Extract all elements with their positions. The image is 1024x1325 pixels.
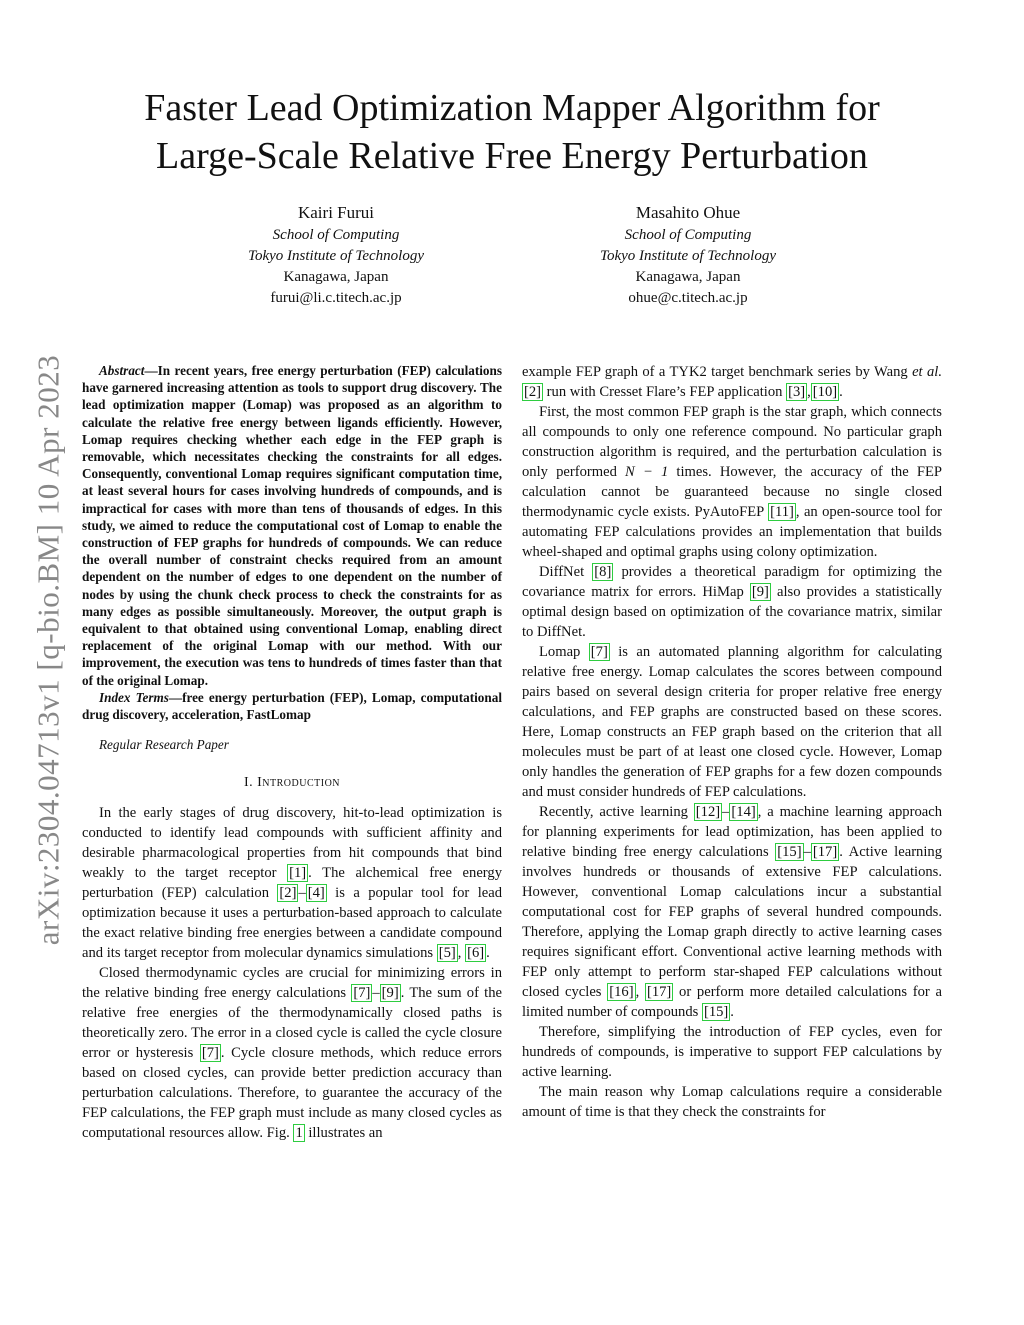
text-run: –: [298, 885, 306, 902]
text-run: Lomap: [539, 644, 589, 660]
text-run: –: [372, 985, 380, 1002]
figure-reference-link[interactable]: 1: [295, 1125, 303, 1142]
citation-link[interactable]: [4]: [307, 885, 325, 902]
section-heading-introduction: I. Introduction: [243, 775, 341, 791]
intro-paragraph-2: [82, 963, 502, 1143]
text-run: First, the most common FEP graph is the star graph, which connects all compounds to only one reference compound. No particular graph construction algorithm is required, and the perturbation calculation is only performed: [522, 404, 942, 480]
abstract: [82, 362, 502, 689]
author-name: Kairi Furui: [297, 203, 375, 222]
paper-type-label: Regular Research Paper: [99, 737, 229, 753]
citation-link[interactable]: [3]: [788, 384, 806, 400]
author-email[interactable]: furui@li.c.titech.ac.jp: [270, 290, 402, 306]
intro-paragraph-9: The main reason why Lomap calculations require a considerable amount of time is that they check the constraints for: [522, 1084, 942, 1120]
left-column: [82, 362, 502, 1143]
text-run: is an automated planning algorithm for calculating relative free energy. Lomap calculates the scores between compound pairs based on several design criteria for proper relative free energy calculations, and FEP graphs are constructed based on these scores. Here, Lomap constructs an FEP graph based on the criterion that all molecules must be part of at least one closed cycle. However, Lomap only handles the generation of FEP graphs for a few dozen compounds and must consider hundreds of FEP calculations.: [522, 644, 942, 800]
title-line-2: Large-Scale Relative Free Energy Perturbation: [156, 135, 868, 177]
paper-title: [60, 84, 964, 180]
text-run: , an open-source tool for automating FEP calculations provides an implementation that builds wheel-shaped and optimal graphs using colony optimization.: [522, 504, 942, 560]
index-terms: [82, 689, 502, 723]
author-block-2: [538, 202, 838, 309]
citation-link[interactable]: [7]: [590, 644, 608, 660]
text-run: also provides a statistically optimal design based on optimization of the covariance matrix, similar to DiffNet.: [522, 584, 942, 640]
author-institution: Tokyo Institute of Technology: [600, 248, 776, 264]
intro-paragraph-7: [522, 802, 942, 1022]
citation-link[interactable]: [14]: [731, 804, 756, 820]
text-run: . Cycle closure methods, which reduce errors based on closed cycles, can provide better prediction accuracy than perturbation calculations. Therefore, to guarantee the accuracy of the FEP calculations, the FEP graph must include as many closed cycles as computational resources allow. Fig.: [82, 1045, 502, 1142]
text-run: illustrates an: [304, 1125, 383, 1142]
text-run: –: [722, 804, 730, 820]
citation-link[interactable]: [12]: [695, 804, 721, 820]
citation-link[interactable]: [9]: [381, 985, 399, 1002]
citation-link[interactable]: [8]: [594, 564, 612, 580]
intro-paragraph-8: Therefore, simplifying the introduction of FEP cycles, even for hundreds of compounds, is imperative to support FEP calculations by active learning.: [522, 1024, 942, 1080]
text-run: .: [730, 1004, 734, 1020]
text-run: In the early stages of drug discovery, hit-to-lead optimization is conducted to identify lead compounds with sufficient affinity and desirable pharmacological properties from hit compounds that bind weakly to the target receptor: [82, 805, 502, 882]
citation-link[interactable]: [15]: [777, 844, 802, 860]
text-run: DiffNet: [539, 564, 593, 580]
citation-link[interactable]: [2]: [279, 885, 297, 902]
citation-link[interactable]: [10]: [812, 384, 838, 400]
author-department: School of Computing: [272, 227, 400, 243]
text-run: . The alchemical free energy perturbation (FEP) calculation: [82, 865, 503, 902]
index-terms-label: Index Terms: [99, 689, 169, 705]
text-run: .: [839, 384, 843, 400]
text-run: .: [486, 945, 490, 962]
text-run: example FEP graph of a TYK2 target benchmark series by Wang: [522, 364, 913, 380]
citation-link[interactable]: [17]: [646, 984, 672, 1000]
arxiv-identifier[interactable]: arXiv:2304.04713v1 [q-bio.BM] 10 Apr 2023: [30, 354, 65, 946]
text-run: et al.: [912, 364, 942, 380]
citation-link[interactable]: [2]: [524, 384, 542, 400]
text-run: ,: [457, 945, 466, 962]
text-run: ,: [807, 384, 811, 400]
intro-paragraph-5: [522, 562, 942, 642]
text-run: is a popular tool for lead optimization because it uses a perturbation-based approach to calculate the exact relative binding free energies between a candidate compound and its target receptor from molecular dynamics simulations: [82, 885, 502, 962]
citation-link[interactable]: [1]: [289, 865, 307, 882]
citation-link[interactable]: [5]: [438, 945, 456, 962]
citation-link[interactable]: [15]: [703, 1004, 729, 1020]
arxiv-side-stamp: [28, 320, 68, 980]
right-column: [522, 362, 942, 1122]
index-terms-body: —free energy perturbation (FEP), Lomap, computational drug discovery, acceleration, FastLomap: [82, 689, 502, 723]
citation-link[interactable]: [6]: [467, 945, 485, 962]
author-block-1: [186, 202, 486, 309]
intro-paragraph-4: [522, 402, 942, 562]
text-run: times. However, the accuracy of the FEP calculation cannot be guaranteed because no single closed thermodynamic cycle exists. PyAutoFEP: [522, 464, 942, 520]
text-run: Closed thermodynamic cycles are crucial for minimizing errors in the relative binding free energy calculations: [82, 965, 502, 1002]
author-location: Kanagawa, Japan: [283, 269, 389, 285]
citation-link[interactable]: [17]: [812, 844, 838, 860]
citation-link[interactable]: [7]: [353, 985, 371, 1002]
text-run: Recently, active learning: [539, 804, 694, 820]
abstract-label: Abstract: [99, 363, 145, 378]
author-location: Kanagawa, Japan: [635, 269, 741, 285]
text-run: . Active learning involves hundreds or thousands of extensive FEP calculations. However, conventional Lomap calculations incur a substantial computational cost for FEP graphs of several hundred compounds. Therefore, applying the Lomap graph directly to active learning cases requires significant effort. Conventional active learning methods with FEP only attempt to perform star-shaped FEP calculations without closed cycles: [522, 844, 942, 1000]
intro-paragraph-1: [82, 803, 502, 963]
citation-link[interactable]: [7]: [201, 1045, 219, 1062]
text-run: . The sum of the relative free energies of the thermodynamically closed paths is theoretically zero. The error in a closed cycle is called the cycle closure error or hysteresis: [82, 985, 502, 1062]
intro-paragraph-6: [522, 642, 942, 802]
text-run: provides a theoretical paradigm for optimizing the covariance matrix for errors. HiMap: [522, 564, 942, 600]
author-email[interactable]: ohue@c.titech.ac.jp: [628, 290, 748, 306]
author-department: School of Computing: [624, 227, 752, 243]
text-run: run with Cresset Flare’s FEP application: [543, 384, 787, 400]
author-institution: Tokyo Institute of Technology: [248, 248, 424, 264]
citation-link[interactable]: [16]: [609, 984, 634, 1000]
text-run: , a machine learning approach for planning experiments for lead optimization, has been applied to relative binding free energy calculations: [522, 804, 942, 860]
citation-link[interactable]: [9]: [751, 584, 769, 600]
intro-paragraph-3: [522, 362, 942, 402]
text-run: or perform more detailed calculations for a limited number of compounds: [522, 984, 942, 1020]
citation-link[interactable]: [11]: [770, 504, 794, 520]
title-line-1: Faster Lead Optimization Mapper Algorithm for: [144, 87, 880, 129]
text-run: –: [803, 844, 811, 860]
author-name: Masahito Ohue: [635, 203, 741, 222]
math-expression: N − 1: [625, 464, 669, 480]
abstract-body: —In recent years, free energy perturbation (FEP) calculations have garnered increasing attention as tools to support drug discovery. The lead optimization mapper (Lomap) was proposed as an algorithm to calculate the relative free energy between ligands efficiently. However, Lomap requires checking whether each edge in the FEP graph is removable, which necessitates checking the constraints for all edges. Consequently, conventional Lomap requires significant computation time, at least several hours for cases involving hundreds of compounds, and is impractical for cases with more than tens of thousands of edges. In this study, we aimed to reduce the computational cost of Lomap to enable the construction of FEP graphs for hundreds of compounds. We can reduce the overall number of constraint checks required from an amount dependent on the number of edges to one dependent on the number of nodes by using the chunk check process to check the constraints for as many edges as possible simultaneously. Moreover, the output graph is equivalent to that obtained using conventional Lomap, enabling direct replacement of the original Lomap with our method. With our improvement, the execution was tens to hundreds of times faster than that of the original Lomap.: [82, 363, 502, 688]
text-run: ,: [635, 984, 645, 1000]
